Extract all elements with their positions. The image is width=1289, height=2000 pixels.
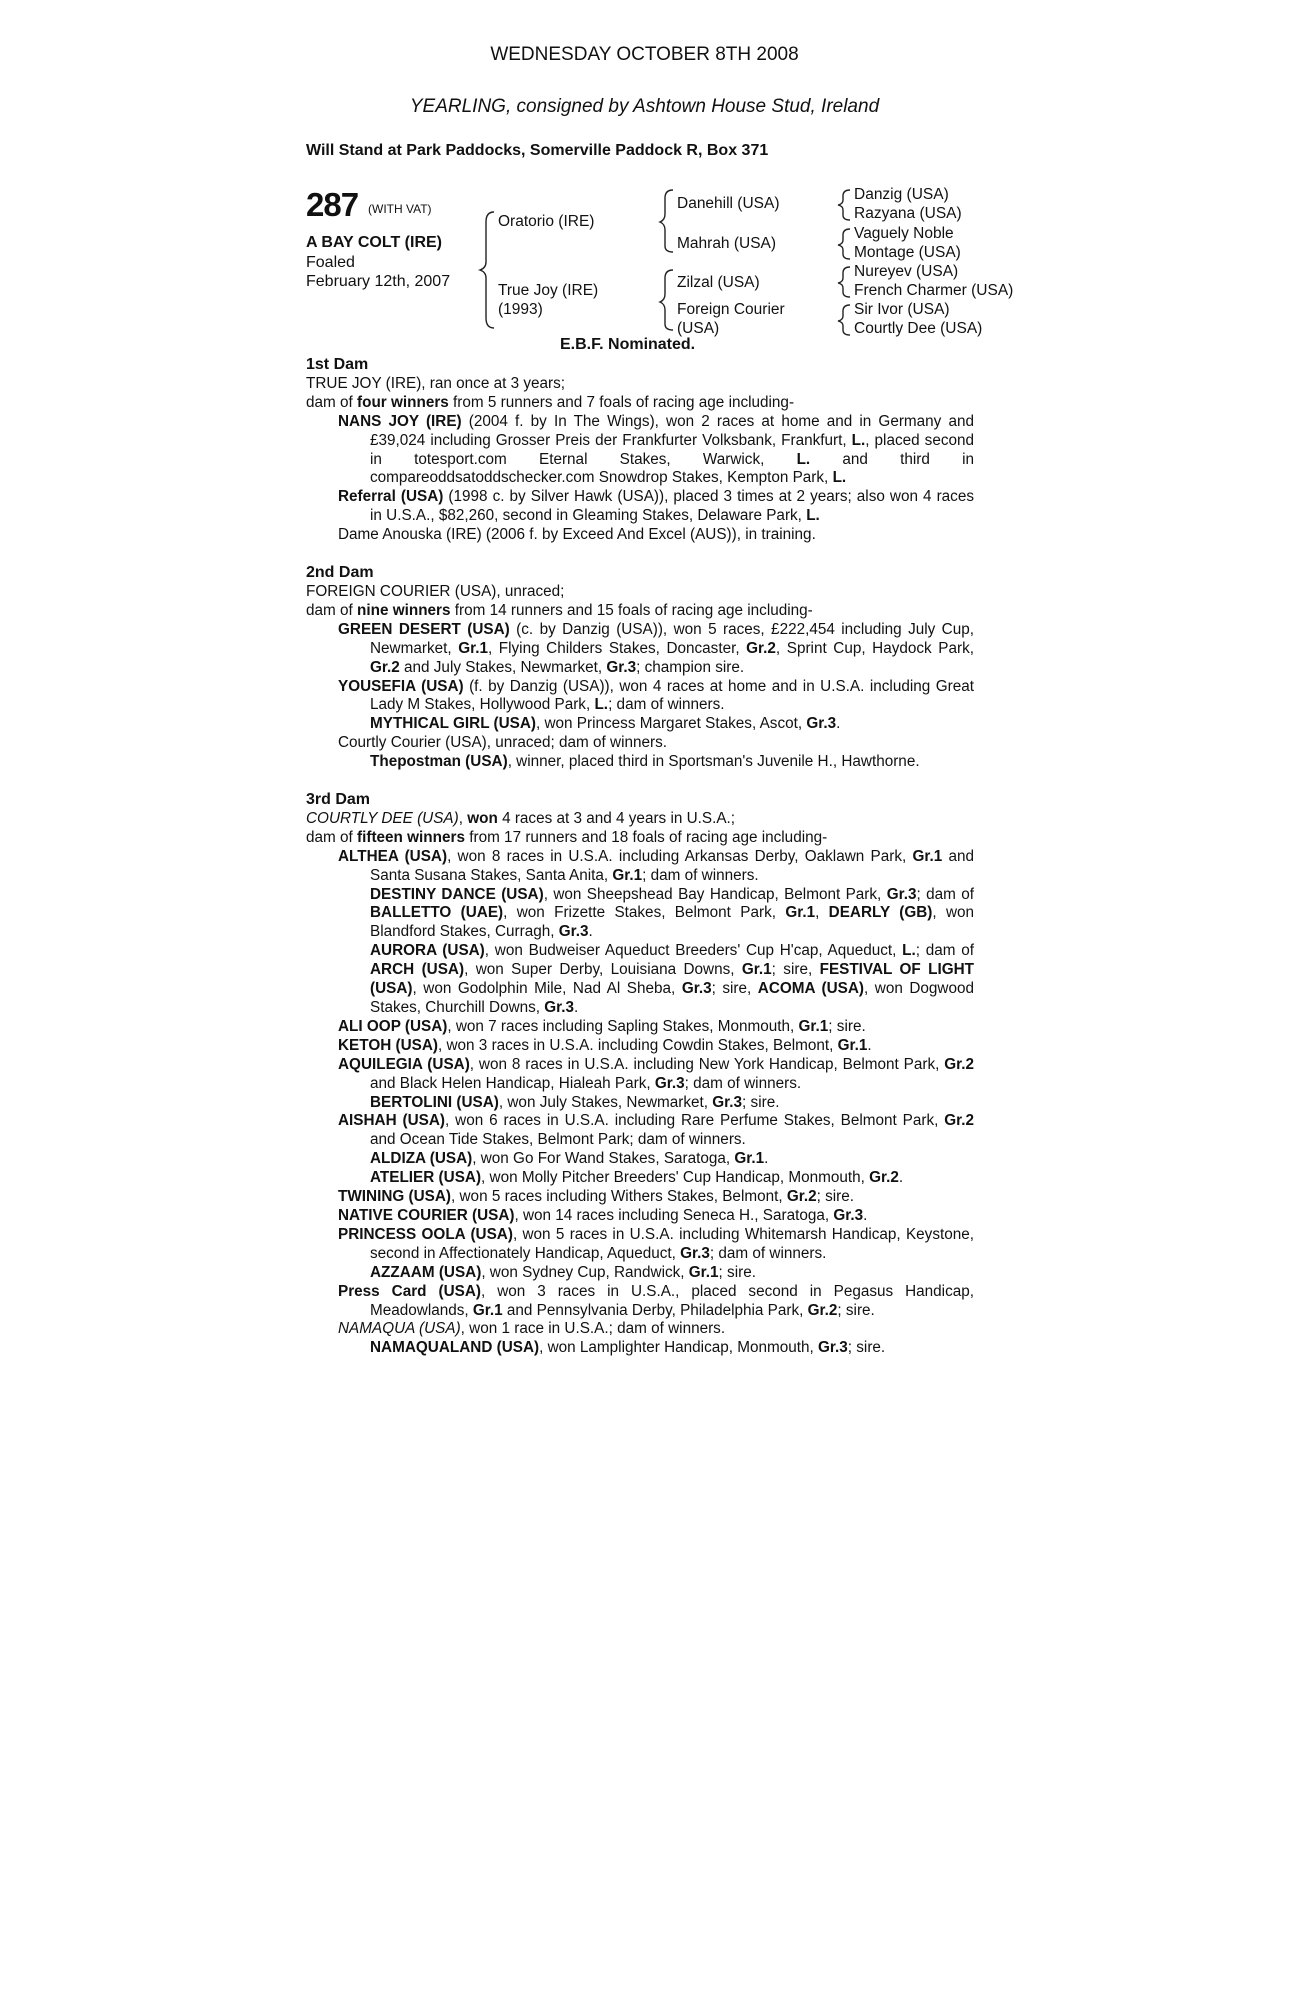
ped-sire-dam: Mahrah (USA) xyxy=(677,235,777,252)
entry-twining: TWINING (USA), won 5 races including Withers Stakes, Belmont, Gr.2; sire. xyxy=(338,1188,855,1206)
pedigree-braces xyxy=(0,0,1289,345)
ped-sire: Oratorio (IRE) xyxy=(498,213,595,230)
ped-sss: Danzig (USA) xyxy=(854,186,949,203)
entry-nans-joy: NANS JOY (IRE) (2004 f. by In The Wings), won 2 races at home and in Germany and £39,024 including Grosser Preis der Frankfurter Volksbank, Frankfurt, L., placed second in totesport.com Eternal Stakes, Warwick, L. and third in compareoddsatoddschecker.com Snowdrop Stakes, Kempton Park, L. xyxy=(338,412,974,487)
entry-aquilegia: AQUILEGIA (USA), won 8 races in U.S.A. including New York Handicap, Belmont Park, Gr.2 and Black Helen Handicap, Hialeah Park, Gr.3; dam of winners. xyxy=(338,1055,974,1092)
entry-yousefia: YOUSEFIA (USA) (f. by Danzig (USA)), won 4 races at home and in U.S.A. including Great Lady M Stakes, Hollywood Park, L.; dam of winners. xyxy=(338,677,974,714)
dam3-line: COURTLY DEE (USA), won 4 races at 3 and 4 years in U.S.A.; xyxy=(306,809,736,827)
entry-ali-oop: ALI OOP (USA), won 7 races including Sapling Stakes, Monmouth, Gr.1; sire. xyxy=(338,1017,866,1035)
dam1-produce-summary: dam of four winners from 5 runners and 7 foals of racing age including- xyxy=(306,393,795,411)
entry-destiny-dance: DESTINY DANCE (USA), won Sheepshead Bay Handicap, Belmont Park, Gr.3; dam of BALLETTO (UAE), won Frizette Stakes, Belmont Park, Gr.1, DEARLY (GB), won Blandford Stakes, Curragh, Gr.3. xyxy=(370,885,975,941)
dam3-produce-summary: dam of fifteen winners from 17 runners and 18 foals of racing age including- xyxy=(306,828,828,846)
dam1-line: TRUE JOY (IRE), ran once at 3 years; xyxy=(306,374,566,392)
ped-dss: Nureyev (USA) xyxy=(854,263,959,280)
dam2-produce-summary: dam of nine winners from 14 runners and 15 foals of racing age including- xyxy=(306,601,813,619)
entry-azzaam: AZZAAM (USA), won Sydney Cup, Randwick, Gr.1; sire. xyxy=(370,1263,756,1281)
entry-namaqua: NAMAQUA (USA), won 1 race in U.S.A.; dam of winners. xyxy=(338,1320,726,1338)
lot-name: A BAY COLT (IRE) xyxy=(306,234,443,251)
lot-number: 287 xyxy=(306,186,359,223)
entry-atelier: ATELIER (USA), won Molly Pitcher Breeders' Cup Handicap, Monmouth, Gr.2. xyxy=(370,1169,904,1187)
entry-aishah: AISHAH (USA), won 6 races in U.S.A. including Rare Perfume Stakes, Belmont Park, Gr.2 and Ocean Tide Stakes, Belmont Park; dam of winners. xyxy=(338,1112,974,1149)
ped-sire-sire: Danehill (USA) xyxy=(677,195,780,212)
entry-thepostman: Thepostman (USA), winner, placed third in Sportsman's Juvenile H., Hawthorne. xyxy=(370,753,920,771)
entry-namaqualand: NAMAQUALAND (USA), won Lamplighter Handicap, Monmouth, Gr.3; sire. xyxy=(370,1339,886,1357)
ped-dam-year: (1993) xyxy=(498,301,543,318)
entry-press-card: Press Card (USA), won 3 races in U.S.A., placed second in Pegasus Handicap, Meadowlands, Gr.1 and Pennsylvania Derby, Philadelphia Park, Gr.2; sire. xyxy=(338,1282,974,1319)
foaled-label: Foaled xyxy=(306,254,355,271)
entry-aldiza: ALDIZA (USA), won Go For Wand Stakes, Saratoga, Gr.1. xyxy=(370,1150,769,1168)
consignment-line: YEARLING, consigned by Ashtown House Stud, Ireland xyxy=(409,96,880,117)
ped-dds: Sir Ivor (USA) xyxy=(854,301,950,318)
entry-dame-anouska: Dame Anouska (IRE) (2006 f. by Exceed And Excel (AUS)), in training. xyxy=(338,526,816,544)
section-heading-3rd-dam: 3rd Dam xyxy=(306,791,371,809)
ebf-nominated: E.B.F. Nominated. xyxy=(560,336,696,353)
ped-ddd: Courtly Dee (USA) xyxy=(854,320,983,337)
entry-bertolini: BERTOLINI (USA), won July Stakes, Newmarket, Gr.3; sire. xyxy=(370,1093,780,1111)
entry-princess-oola: PRINCESS OOLA (USA), won 5 races in U.S.A. including Whitemarsh Handicap, Keystone, second in Affectionately Handicap, Aqueduct, Gr.3; dam of winners. xyxy=(338,1225,974,1262)
entry-native-courier: NATIVE COURIER (USA), won 14 races including Seneca H., Saratoga, Gr.3. xyxy=(338,1206,868,1224)
entry-ketoh: KETOH (USA), won 3 races in U.S.A. including Cowdin Stakes, Belmont, Gr.1. xyxy=(338,1036,872,1054)
entry-althea: ALTHEA (USA), won 8 races in U.S.A. including Arkansas Derby, Oaklawn Park, Gr.1 and Santa Susana Stakes, Santa Anita, Gr.1; dam of winners. xyxy=(338,847,974,884)
section-heading-2nd-dam: 2nd Dam xyxy=(306,564,374,582)
section-heading-1st-dam: 1st Dam xyxy=(306,356,369,373)
ped-dam-dam: Foreign Courier xyxy=(677,301,785,318)
entry-mythical-girl: MYTHICAL GIRL (USA), won Princess Margaret Stakes, Ascot, Gr.3. xyxy=(370,715,841,733)
ped-sdd: Montage (USA) xyxy=(854,244,961,261)
entry-aurora: AURORA (USA), won Budweiser Aqueduct Breeders' Cup H'cap, Aqueduct, L.; dam of ARCH (USA), won Super Derby, Louisiana Downs, Gr.1; sire, FESTIVAL OF LIGHT (USA), won Godolphin Mile, Nad Al Sheba, Gr.3; sire, ACOMA (USA), won Dogwood Stakes, Churchill Downs, Gr.3. xyxy=(370,942,975,1016)
ped-dam: True Joy (IRE) xyxy=(498,282,599,299)
ped-sds: Vaguely Noble xyxy=(854,225,954,242)
ped-dam-dam-country: (USA) xyxy=(677,320,720,337)
entry-courtly-courier: Courtly Courier (USA), unraced; dam of winners. xyxy=(338,734,668,752)
ped-dam-sire: Zilzal (USA) xyxy=(677,274,760,291)
ped-dsd: French Charmer (USA) xyxy=(854,282,1014,299)
ped-ssd: Razyana (USA) xyxy=(854,205,962,222)
entry-referral: Referral (USA) (1998 c. by Silver Hawk (USA)), placed 3 times at 2 years; also won 4 races in U.S.A., $82,260, second in Gleaming Stakes, Delaware Park, L. xyxy=(338,488,974,525)
sale-date: WEDNESDAY OCTOBER 8TH 2008 xyxy=(490,44,799,65)
entry-green-desert: GREEN DESERT (USA) (c. by Danzig (USA)), won 5 races, £222,454 including July Cup, Newmarket, Gr.1, Flying Childers Stakes, Doncaster, Gr.2, Sprint Cup, Haydock Park, Gr.2 and July Stakes, Newmarket, Gr.3; champion sire. xyxy=(338,620,974,676)
dam2-line: FOREIGN COURIER (USA), unraced; xyxy=(306,582,565,600)
stand-location: Will Stand at Park Paddocks, Somerville Paddock R, Box 371 xyxy=(306,142,769,159)
lot-vat: (WITH VAT) xyxy=(368,202,432,216)
catalogue-body xyxy=(306,356,974,1358)
foaled-date: February 12th, 2007 xyxy=(306,273,451,290)
